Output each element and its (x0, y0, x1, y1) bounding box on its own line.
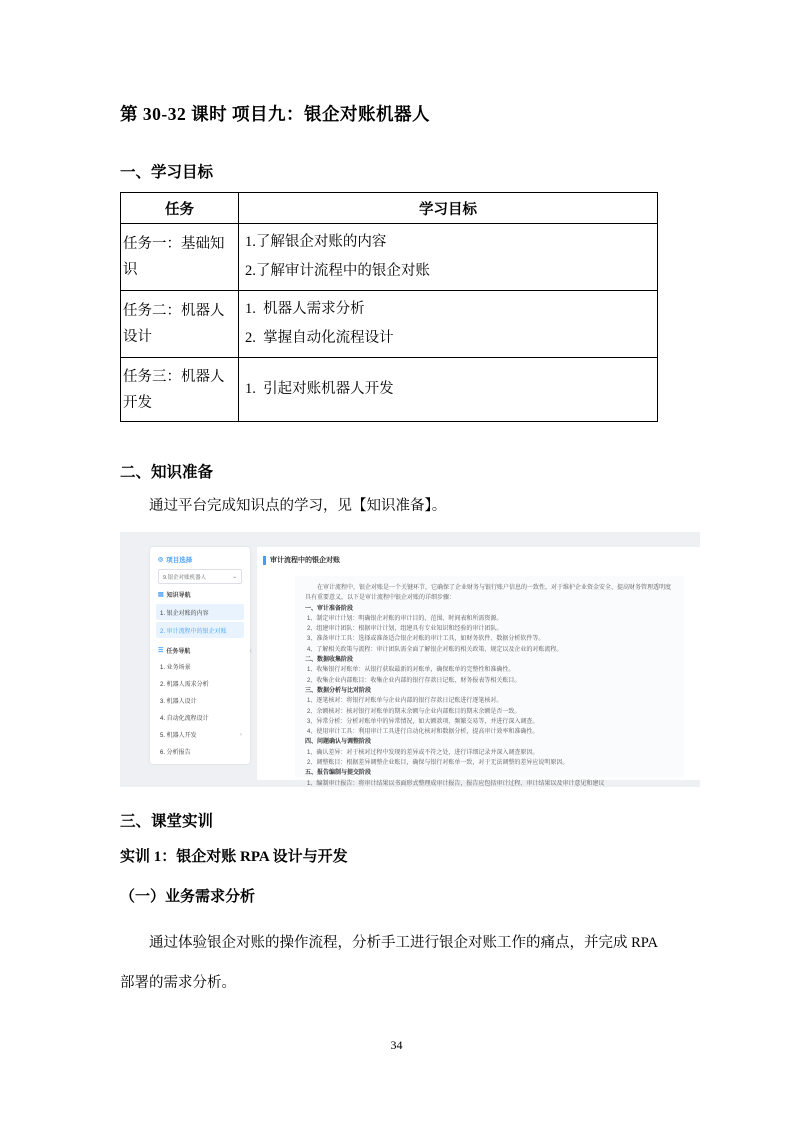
platform-screenshot (120, 532, 700, 787)
goal-item: 1. 引起对账机器人开发 (245, 381, 394, 397)
sidebar-section-knowledge-nav (150, 584, 250, 602)
article-line: 1、收集银行对账单：从银行获取最新的对账单，确保账单的完整性和准确性。 (307, 667, 515, 674)
article-line: 2、组建审计团队：根据审计计划，组建具有专业知识和经验的审计团队。 (307, 626, 503, 633)
business-requirements-heading: （一）业务需求分析 (120, 889, 256, 905)
platform-sidebar (150, 547, 250, 764)
article-heading: 四、问题确认与调整阶段 (305, 739, 372, 746)
article-line: 1、逐笔核对：将银行对账单与企业内部的银行存款日记账进行逐笔核对。 (307, 698, 503, 705)
article-line: 1、制定审计计划：明确银企对账的审计目的、范围、时间表和所需资源。 (307, 615, 503, 622)
table-row (121, 224, 658, 291)
task-nav-label: 任务导航 (166, 649, 191, 655)
page-number: 34 (390, 1038, 403, 1052)
content-title: 审计流程中的银企对账 (270, 557, 340, 564)
task-cell: 任务三：机器人开发 (121, 358, 239, 422)
section-heading-classroom-training: 三、课堂实训 (120, 813, 214, 830)
training-1-heading: 实训 1：银企对账 RPA 设计与开发 (120, 849, 348, 865)
knowledge-nav-icon: ▤ (158, 592, 164, 598)
goal-item: 2.了解审计流程中的银企对账 (245, 263, 430, 279)
chevron-down-icon: ⌄ (232, 573, 237, 580)
sidebar-item-analysis-report: 6. 分析报告 (160, 750, 191, 756)
article-heading: 五、报告编制与提交阶段 (305, 770, 372, 777)
sidebar-item-robot-requirements: 2. 机器人需求分析 (160, 682, 209, 688)
title-accent-bar (263, 556, 266, 565)
article-line: 2、余额核对：核对银行对账单的期末余额与企业内部账目的期末余额是否一致。 (307, 708, 521, 715)
sidebar-item-robot-design: 3. 机器人设计 (160, 699, 197, 705)
table-header-row (121, 193, 658, 224)
goals-cell (239, 291, 658, 358)
article-heading: 二、数据收集阶段 (305, 657, 354, 664)
project-dropdown (158, 569, 242, 584)
goals-cell (239, 358, 658, 422)
project-dropdown-value: 9.银企对账机器人 (163, 574, 207, 581)
article-line: 3、准备审计工具：选择或准备适合银企对账的审计工具，如财务软件、数据分析软件等。 (307, 636, 545, 643)
task-nav-icon: ☰ (158, 648, 164, 654)
knowledge-prep-paragraph: 通过平台完成知识点的学习，见【知识准备】。 (149, 498, 447, 514)
sidebar-item-robot-development: 5. 机器人开发 › (160, 731, 242, 739)
task-cell: 任务二：机器人设计 (121, 291, 239, 358)
section-heading-learning-goals: 一、学习目标 (120, 164, 214, 181)
table-row (121, 291, 658, 358)
article-line: 2、调整账目：根据差异调整企业账目，确保与银行对账单一致，对于无法调整的差异应说明原因。 (307, 760, 569, 767)
project-select-icon: ◎ (158, 557, 164, 563)
project-select-label: 项目选择 (166, 557, 193, 564)
table-row (121, 358, 658, 422)
expand-arrow-icon: › (240, 731, 242, 738)
business-requirements-paragraph: 通过体验银企对账的操作流程，分析手工进行银企对账工作的痛点，并完成 RPA 部署的需求分析。 (120, 935, 658, 991)
sidebar-section-task-nav (150, 640, 250, 658)
section-heading-knowledge-prep: 二、知识准备 (120, 464, 214, 481)
goal-item: 1. 机器人需求分析 (245, 301, 365, 317)
article-heading: 三、数据分析与比对阶段 (305, 687, 372, 694)
goals-cell (239, 224, 658, 291)
learning-objectives-table (120, 192, 658, 422)
article-line: 4、使用审计工具：利用审计工具进行自动化核对和数据分析，提高审计效率和准确性。 (307, 729, 539, 736)
article-line: 4、了解相关政策与流程：审计团队需全面了解银企对账的相关政策、规定以及企业的对账流程。 (307, 646, 563, 653)
platform-content-panel (257, 547, 700, 787)
sidebar-item-business-scene: 1. 业务场景 (160, 665, 191, 671)
goal-item: 1.了解银企对账的内容 (245, 234, 387, 250)
task-cell: 任务一：基础知识 (121, 224, 239, 291)
sidebar-item-audit-process-reconciliation: 2. 审计流程中的银企对账 (156, 622, 244, 638)
article-heading: 一、审计准备阶段 (305, 605, 354, 612)
content-title-row (257, 547, 700, 565)
article-line: 2、收集企业内部账目：收集企业内部的银行存款日记账、财务报表等相关账目。 (307, 677, 521, 684)
article-line: 1、编制审计报告：将审计结果以书面形式整理成审计报告，报告应包括审计过程、审计结果以及审计意见和建议 (307, 780, 605, 787)
article-line: 3、异常分析：分析对账单中的异常情况，如大额款项、频繁交易等，并进行深入调查。 (307, 718, 539, 725)
goal-item: 2. 掌握自动化流程设计 (245, 330, 394, 346)
table-header-task: 任务 (121, 193, 239, 224)
page-title: 第 30-32 课时 项目九：银企对账机器人 (120, 104, 430, 124)
knowledge-nav-label: 知识导航 (166, 593, 191, 599)
article-intro: 在审计流程中，银企对账是一个关键环节，它确保了企业财务与银行账户信息的一致性，对于维护企业资金安全、提高财务管理透明度具有重要意义，以下是审计流程中银企对账的详细步骤： (305, 585, 672, 602)
sidebar-collapse-icon: ‹ (249, 646, 252, 655)
article-line: 1、确认差异：对于核对过程中发现的差异或不符之处，进行详细记录并深入调查原因。 (307, 749, 539, 756)
content-article (295, 576, 684, 787)
table-header-goals: 学习目标 (239, 193, 658, 224)
sidebar-item-automation-flow-design: 4. 自动化流程设计 (160, 716, 209, 722)
sidebar-item-bank-reconciliation-content: 1. 银企对账的内容 (156, 604, 244, 620)
